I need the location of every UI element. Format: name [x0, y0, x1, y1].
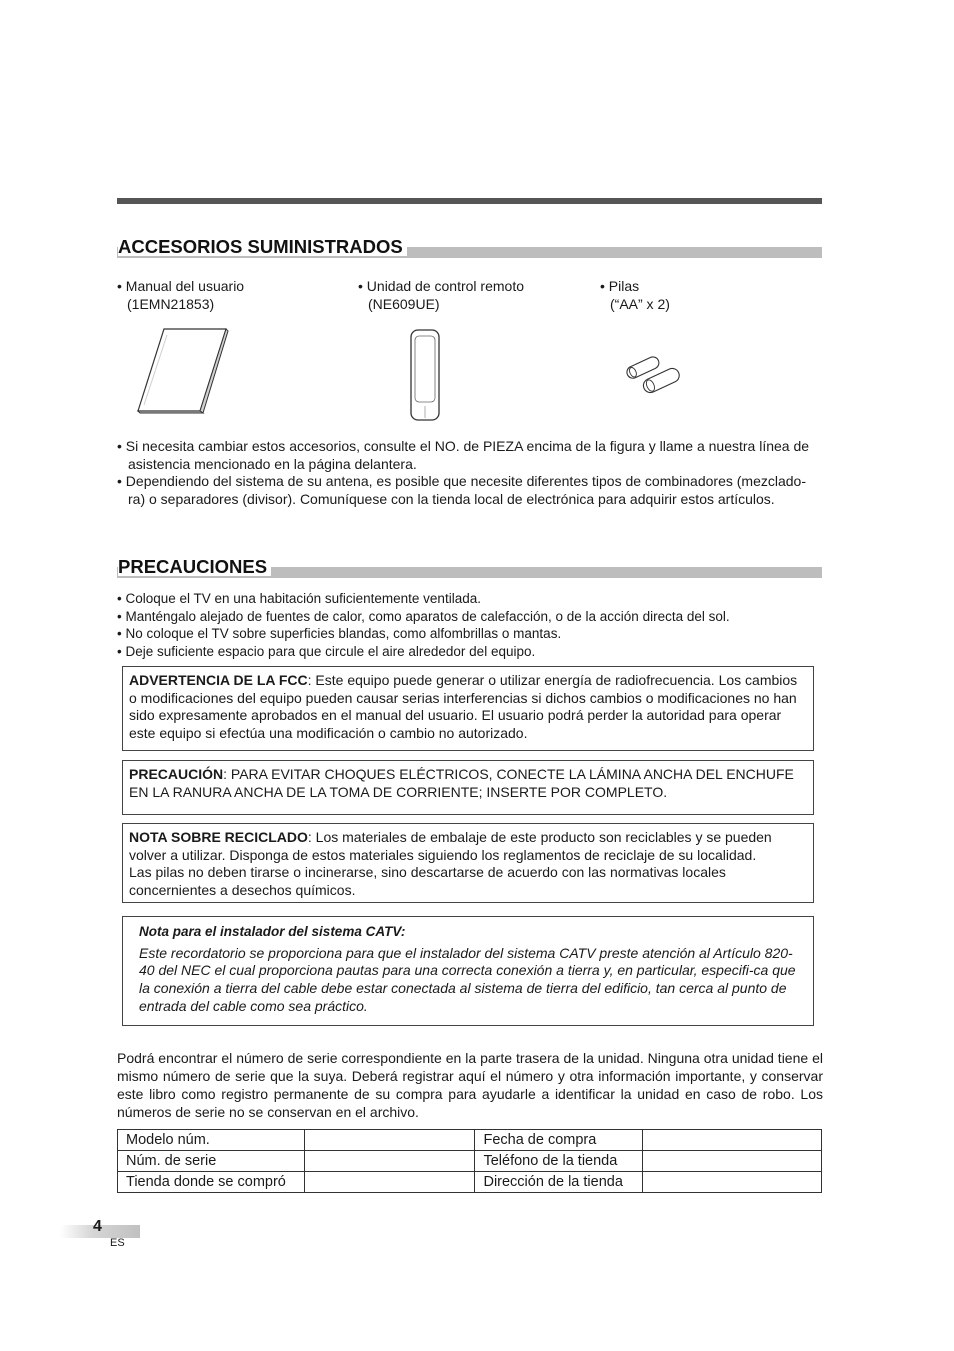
recycling-battery-note: Las pilas no deben tirarse o incinerarse, sino descartarse de acuerdo con las normativas locales concernientes a desechos químicos. — [129, 864, 726, 899]
table-cell-entry — [643, 1172, 822, 1193]
precaution-bullet: • Manténgalo alejado de fuentes de calor, como aparatos de calefacción, o de la acción directa del sol. — [117, 608, 730, 624]
accessories-notes — [117, 438, 823, 508]
page-language: ES — [110, 1237, 125, 1249]
catv-note-box — [122, 916, 814, 1026]
table-row — [118, 1151, 822, 1172]
serial-number-paragraph: Podrá encontrar el número de serie correspondiente en la parte trasera de la unidad. Ninguna otra unidad tiene el mismo número de serie que la suya. Deberá registrar aquí el número y otra información importante, y conservar este libro como registro permanente de su compra para ayudarle a identificar la unidad en caso de robo. Los números de serie no se conservan en el archivo. — [117, 1050, 823, 1120]
fcc-warning-box — [122, 666, 814, 751]
page-number: 4 — [93, 1218, 102, 1235]
accessory-part-number: (“AA” x 2) — [610, 296, 670, 312]
record-table — [117, 1129, 822, 1193]
catv-note-title: Nota para el instalador del sistema CATV: — [139, 924, 406, 939]
caution-box — [122, 760, 814, 815]
accessory-item-batteries — [600, 277, 670, 313]
top-divider-bar — [117, 198, 822, 204]
table-cell-entry — [304, 1151, 475, 1172]
table-cell-entry — [304, 1172, 475, 1193]
precaution-bullet: • Coloque el TV en una habitación suficientemente ventilada. — [117, 591, 481, 606]
table-cell-label: Modelo núm. — [118, 1130, 305, 1151]
table-cell-label: Teléfono de la tienda — [475, 1151, 643, 1172]
table-cell-label: Fecha de compra — [475, 1130, 643, 1151]
table-cell-entry — [304, 1130, 475, 1151]
table-cell-entry — [643, 1151, 822, 1172]
accessories-section-header — [117, 234, 822, 258]
fcc-warning-text — [129, 672, 807, 743]
table-row — [118, 1130, 822, 1151]
precautions-title: PRECAUCIONES — [118, 558, 271, 577]
precautions-bullets — [117, 590, 823, 660]
accessory-part-number: (NE609UE) — [368, 296, 440, 312]
caution-body: : PARA EVITAR CHOQUES ELÉCTRICOS, CONECTE LA LÁMINA ANCHA DEL ENCHUFE EN LA RANURA ANCHA DE LA TOMA DE CORRIENTE; INSERTE POR COMPLETO. — [129, 766, 794, 800]
table-row — [118, 1172, 822, 1193]
table-cell-label: Núm. de serie — [118, 1151, 305, 1172]
table-cell-label: Tienda donde se compró — [118, 1172, 305, 1193]
recycling-box — [122, 823, 814, 903]
precaution-bullet: • No coloque el TV sobre superficies blandas, como alfombrillas o mantas. — [117, 626, 562, 641]
precautions-section-header — [117, 554, 822, 578]
accessory-label: • Manual del usuario — [117, 278, 245, 294]
accessories-title: ACCESORIOS SUMINISTRADOS — [118, 238, 407, 257]
accessories-note: • Dependiendo del sistema de su antena, es posible que necesite diferentes tipos de combinadores (mezclado-ra) o separadores (divisor). Comuníquese con la tienda local de electrónica para adquirir estos artículos. — [117, 473, 806, 507]
table-cell-label: Dirección de la tienda — [475, 1172, 643, 1193]
accessory-label: • Pilas — [600, 278, 640, 294]
recycling-body: : Los materiales de embalaje de este producto son reciclables y se pueden volver a utilizar. Disponga de estos materiales siguiendo los reglamentos de reciclaje de su localidad. — [129, 829, 772, 863]
table-cell-entry — [643, 1130, 822, 1151]
fcc-warning-label: ADVERTENCIA DE LA FCC — [129, 672, 308, 688]
manual-icon — [134, 327, 230, 415]
caution-text — [129, 766, 807, 801]
batteries-icon — [620, 352, 686, 396]
accessory-part-number: (1EMN21853) — [127, 296, 215, 312]
recycling-label: NOTA SOBRE RECICLADO — [129, 829, 308, 845]
accessory-label: • Unidad de control remoto — [358, 278, 524, 294]
accessory-item-manual — [117, 277, 244, 313]
precaution-bullet: • Deje suficiente espacio para que circule el aire alrededor del equipo. — [117, 643, 536, 659]
catv-note-text: Este recordatorio se proporciona para que el instalador del sistema CATV preste atención al Artículo 820-40 del NEC el cual proporciona pautas para una correcta conexión a tierra y, en particular, especifi-ca que la conexión a tierra del cable debe estar conectada al sistema de tierra del edificio, tan cerca al punto de entrada del cable como sea práctico. — [139, 944, 796, 1014]
fcc-warning-body: : Este equipo puede generar o utilizar energía de radiofrecuencia. Los cambios o modificaciones del equipo pueden causar serias interferencias si dichos cambios o modificaciones no han sido expresamente aprobados en el manual del usuario. El usuario podrá perder la autoridad para operar este equipo si efectúa una modificación o cambio no autorizado. — [129, 672, 798, 742]
caution-label: PRECAUCIÓN — [129, 766, 224, 782]
recycling-text — [129, 829, 807, 864]
accessories-note: • Si necesita cambiar estos accesorios, consulte el NO. de PIEZA encima de la figura y llame a nuestra línea de asistencia mencionado en la página delantera. — [117, 438, 810, 472]
remote-icon — [408, 328, 442, 424]
accessory-item-remote — [358, 277, 524, 313]
